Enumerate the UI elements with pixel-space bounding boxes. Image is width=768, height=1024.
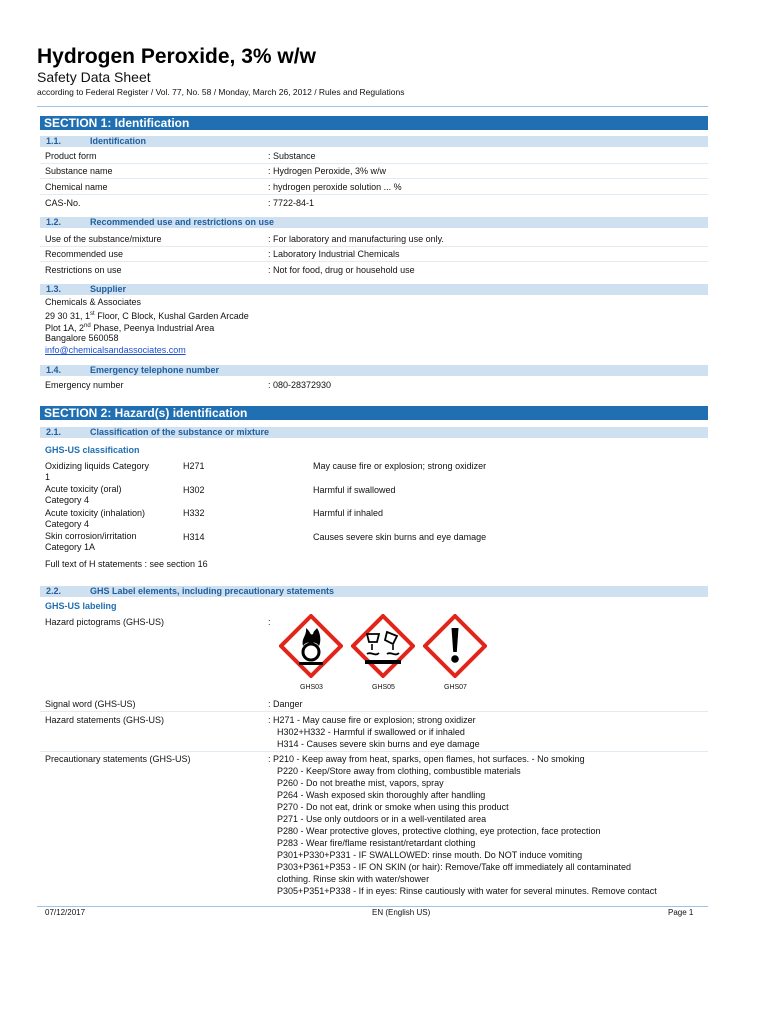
- field-value: : Not for food, drug or household use: [268, 265, 415, 275]
- field-value: : For laboratory and manufacturing use only.: [268, 234, 444, 244]
- signal-word: : Danger: [268, 699, 303, 709]
- pictogram-label: GHS03: [300, 684, 323, 691]
- subsection-1-1-header: 1.1. Identification: [40, 136, 708, 147]
- ghs-classification-heading: GHS-US classification: [45, 445, 140, 455]
- corrosion-icon: [351, 614, 415, 678]
- class-category-level: Category 4: [45, 495, 90, 505]
- field-label: Precautionary statements (GHS-US): [45, 754, 191, 764]
- field-label: Hazard pictograms (GHS-US): [45, 617, 165, 627]
- field-label: Recommended use: [45, 249, 124, 259]
- supplier-address-line-1: 29 30 31, 1st Floor, C Block, Kushal Garden Arcade: [45, 311, 249, 321]
- field-label: Signal word (GHS-US): [45, 699, 136, 709]
- class-category: Skin corrosion/irritation: [45, 531, 137, 541]
- precautionary-statement: P271 - Use only outdoors or in a well-ventilated area: [277, 814, 487, 824]
- hazard-statement: : H271 - May cause fire or explosion; strong oxidizer: [268, 715, 476, 725]
- full-text-note: Full text of H statements : see section 16: [45, 559, 208, 569]
- row-divider: [40, 711, 708, 712]
- hazard-code: H302: [183, 485, 205, 495]
- class-category-level: Category 1A: [45, 542, 96, 552]
- subsection-1-4-header: 1.4. Emergency telephone number: [40, 365, 708, 376]
- field-label: Emergency number: [45, 380, 124, 390]
- field-label: Chemical name: [45, 182, 108, 192]
- precautionary-statement: P280 - Wear protective gloves, protective clothing, eye protection, face protection: [277, 826, 601, 836]
- document-title: Hydrogen Peroxide, 3% w/w: [37, 45, 316, 68]
- class-category: Oxidizing liquids Category: [45, 461, 150, 471]
- precautionary-statement: P303+P361+P353 - IF ON SKIN (or hair): Remove/Take off immediately all contaminated: [277, 862, 632, 872]
- subsection-1-2-header: 1.2. Recommended use and restrictions on use: [40, 217, 708, 228]
- hazard-code: H332: [183, 508, 205, 518]
- section-1-header: SECTION 1: Identification: [40, 116, 708, 130]
- precautionary-statement: P283 - Wear fire/flame resistant/retardant clothing: [277, 838, 476, 848]
- precautionary-statement: : P210 - Keep away from heat, sparks, open flames, hot surfaces. - No smoking: [268, 754, 585, 764]
- precautionary-statement: clothing. Rinse skin with water/shower: [277, 874, 430, 884]
- header-divider: [37, 106, 708, 107]
- precautionary-statement: P220 - Keep/Store away from clothing, combustible materials: [277, 766, 521, 776]
- class-category: Acute toxicity (inhalation): [45, 508, 146, 518]
- section-2-header: SECTION 2: Hazard(s) identification: [40, 406, 708, 420]
- emergency-number: : 080-28372930: [268, 380, 332, 390]
- hazard-description: Harmful if inhaled: [313, 508, 384, 518]
- precautionary-statement: P305+P351+P338 - If in eyes: Rinse cautiously with water for several minutes. Remove contact: [277, 886, 657, 896]
- hazard-description: Causes severe skin burns and eye damage: [313, 532, 487, 542]
- supplier-company: Chemicals & Associates: [45, 297, 142, 307]
- footer-page-number: Page 1: [668, 908, 694, 917]
- supplier-email-link[interactable]: info@chemicalsandassociates.com: [45, 345, 186, 355]
- supplier-address-line-2: Plot 1A, 2nd Phase, Peenya Industrial Area: [45, 323, 215, 333]
- precautionary-statement: P260 - Do not breathe mist, vapors, spray: [277, 778, 444, 788]
- hazard-description: Harmful if swallowed: [313, 485, 396, 495]
- class-category: Acute toxicity (oral): [45, 484, 122, 494]
- field-colon: :: [268, 617, 271, 627]
- hazard-code: H314: [183, 532, 205, 542]
- document-subtitle: Safety Data Sheet: [37, 69, 151, 85]
- subsection-2-1-header: 2.1. Classification of the substance or mixture: [40, 427, 708, 438]
- row-divider: [40, 163, 708, 164]
- field-label: Substance name: [45, 166, 113, 176]
- field-label: Restrictions on use: [45, 265, 122, 275]
- supplier-city: Bangalore 560058: [45, 333, 119, 343]
- field-label: Use of the substance/mixture: [45, 234, 162, 244]
- subsection-1-3-header: 1.3. Supplier: [40, 284, 708, 295]
- hazard-code: H271: [183, 461, 205, 471]
- ghs-labeling-heading: GHS-US labeling: [45, 601, 117, 611]
- field-value: : 7722-84-1: [268, 198, 315, 208]
- pictogram-label: GHS05: [372, 684, 395, 691]
- field-value: : hydrogen peroxide solution ... %: [268, 182, 402, 192]
- row-divider: [40, 246, 708, 247]
- row-divider: [40, 178, 708, 179]
- row-divider: [40, 751, 708, 752]
- field-label: Hazard statements (GHS-US): [45, 715, 165, 725]
- row-divider: [40, 261, 708, 262]
- field-value: : Laboratory Industrial Chemicals: [268, 249, 400, 259]
- footer-divider: [37, 906, 708, 907]
- field-label: Product form: [45, 151, 97, 161]
- hazard-statement: H302+H332 - Harmful if swallowed or if inhaled: [277, 727, 465, 737]
- precautionary-statement: P264 - Wash exposed skin thoroughly after handling: [277, 790, 486, 800]
- field-value: : Substance: [268, 151, 316, 161]
- field-label: CAS-No.: [45, 198, 81, 208]
- footer-language: EN (English US): [372, 908, 431, 917]
- class-category-level: 1: [45, 472, 51, 482]
- subsection-2-2-header: 2.2. GHS Label elements, including precautionary statements: [40, 586, 708, 597]
- pictogram-label: GHS07: [444, 684, 467, 691]
- hazard-statement: H314 - Causes severe skin burns and eye damage: [277, 739, 480, 749]
- class-category-level: Category 4: [45, 519, 90, 529]
- field-value: : Hydrogen Peroxide, 3% w/w: [268, 166, 387, 176]
- hazard-description: May cause fire or explosion; strong oxidizer: [313, 461, 487, 471]
- precautionary-statement: P301+P330+P331 - IF SWALLOWED: rinse mouth. Do NOT induce vomiting: [277, 850, 583, 860]
- flame-over-circle-icon: [279, 614, 343, 678]
- row-divider: [40, 194, 708, 195]
- regulation-reference: according to Federal Register / Vol. 77, No. 58 / Monday, March 26, 2012 / Rules and Regulations: [37, 87, 405, 97]
- footer-date: 07/12/2017: [45, 908, 86, 917]
- precautionary-statement: P270 - Do not eat, drink or smoke when using this product: [277, 802, 509, 812]
- exclamation-mark-icon: [423, 614, 487, 678]
